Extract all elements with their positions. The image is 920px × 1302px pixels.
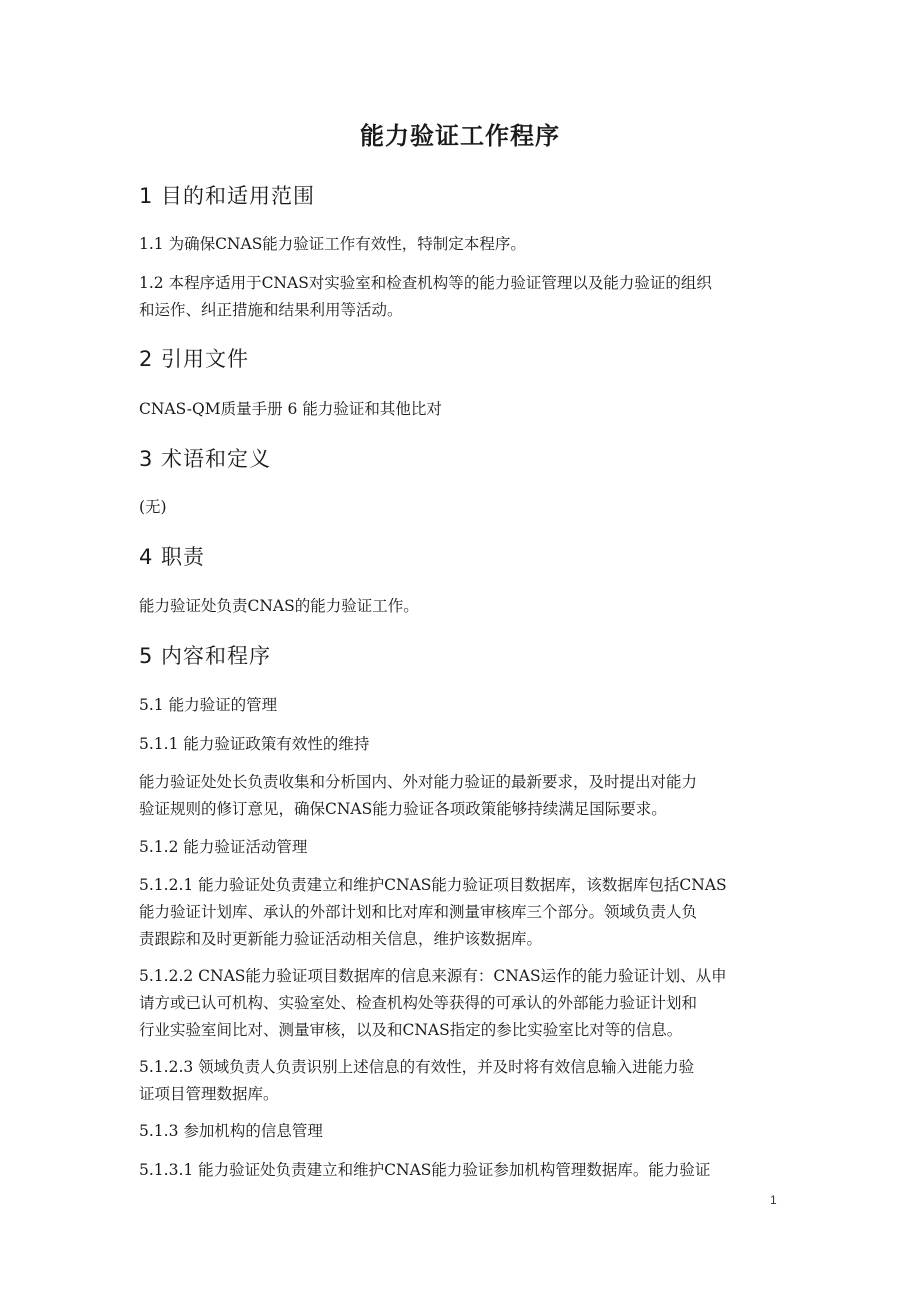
paragraph-1-1 bbox=[139, 231, 784, 258]
paragraph-5-1-3-1 bbox=[139, 1157, 784, 1184]
paragraph-line: 和运作、纠正措施和结果利用等活动。 bbox=[139, 301, 403, 319]
paragraph-5-1-2-1 bbox=[139, 872, 784, 953]
paragraph-line: 5.1.3.1 能力验证处负责建立和维护CNAS能力验证参加机构管理数据库。能力验证 bbox=[139, 1161, 711, 1179]
paragraph-line: 1.1 为确保CNAS能力验证工作有效性，特制定本程序。 bbox=[139, 235, 526, 253]
paragraph-line: 请方或已认可机构、实验室处、检查机构处等获得的可承认的外部能力验证计划和 bbox=[139, 994, 698, 1012]
paragraph-3 bbox=[139, 494, 784, 521]
paragraph-line: 5.1.2.3 领域负责人负责识别上述信息的有效性，并及时将有效信息输入进能力验 bbox=[139, 1058, 695, 1076]
paragraph-5-1-2-3 bbox=[139, 1054, 784, 1108]
paragraph-line: 证项目管理数据库。 bbox=[139, 1085, 279, 1103]
page-number: 1 bbox=[770, 1193, 777, 1207]
paragraph-line: 1.2 本程序适用于CNAS对实验室和检查机构等的能力验证管理以及能力验证的组织 bbox=[139, 274, 712, 292]
paragraph-line: 能力验证处负责CNAS的能力验证工作。 bbox=[139, 597, 419, 615]
document-title: 能力验证工作程序 bbox=[360, 122, 560, 150]
paragraph-line: CNAS-QM质量手册 6 能力验证和其他比对 bbox=[139, 400, 442, 418]
subheading-5-1-1 bbox=[139, 731, 784, 758]
subheading-5-1 bbox=[139, 692, 784, 719]
section-heading-2: 2 引用文件 bbox=[139, 347, 250, 371]
paragraph-line: 5.1.2.1 能力验证处负责建立和维护CNAS能力验证项目数据库，该数据库包括CNAS bbox=[139, 876, 727, 894]
paragraph-2 bbox=[139, 396, 784, 423]
paragraph-line: 5.1.2 能力验证活动管理 bbox=[139, 838, 308, 856]
paragraph-1-2 bbox=[139, 270, 784, 324]
paragraph-line: 能力验证计划库、承认的外部计划和比对库和测量审核库三个部分。领域负责人负 bbox=[139, 903, 698, 921]
paragraph-line: 能力验证处处长负责收集和分析国内、外对能力验证的最新要求，及时提出对能力 bbox=[139, 773, 698, 791]
paragraph-5-1-1 bbox=[139, 769, 784, 823]
section-heading-1: 1 目的和适用范围 bbox=[139, 184, 316, 208]
section-heading-5: 5 内容和程序 bbox=[139, 644, 272, 668]
paragraph-line: 责跟踪和及时更新能力验证活动相关信息，维护该数据库。 bbox=[139, 930, 543, 948]
section-heading-3: 3 术语和定义 bbox=[139, 447, 272, 471]
paragraph-5-1-2-2 bbox=[139, 963, 784, 1044]
subheading-5-1-3 bbox=[139, 1118, 784, 1145]
paragraph-line: (无) bbox=[139, 498, 167, 516]
paragraph-line: 验证规则的修订意见，确保CNAS能力验证各项政策能够持续满足国际要求。 bbox=[139, 800, 667, 818]
paragraph-line: 行业实验室间比对、测量审核，以及和CNAS指定的参比实验室比对等的信息。 bbox=[139, 1021, 683, 1039]
subheading-5-1-2 bbox=[139, 834, 784, 861]
paragraph-line: 5.1 能力验证的管理 bbox=[139, 696, 278, 714]
paragraph-line: 5.1.3 参加机构的信息管理 bbox=[139, 1122, 323, 1140]
paragraph-line: 5.1.1 能力验证政策有效性的维持 bbox=[139, 735, 370, 753]
paragraph-4 bbox=[139, 593, 784, 620]
paragraph-line: 5.1.2.2 CNAS能力验证项目数据库的信息来源有：CNAS运作的能力验证计划、从申 bbox=[139, 967, 727, 985]
section-heading-4: 4 职责 bbox=[139, 545, 206, 569]
